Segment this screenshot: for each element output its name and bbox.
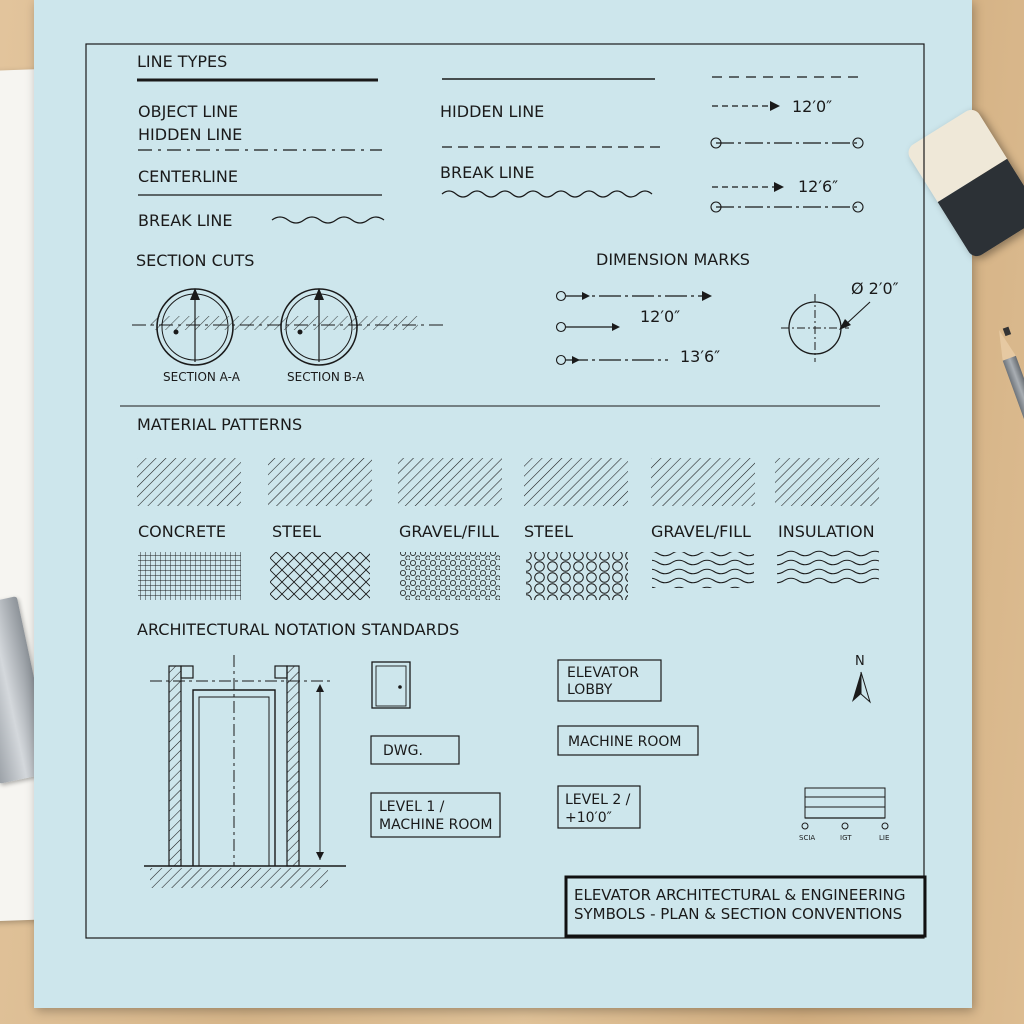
elevator-door-section [144,655,346,888]
tag-elevator-lobby-line2: LOBBY [567,682,613,698]
pattern-grid [138,552,241,600]
tag-elevator-lobby-line1: ELEVATOR [567,665,639,681]
label-break-line-mid: BREAK LINE [440,163,535,182]
label-material-insulation: INSULATION [778,522,875,541]
label-hidden-line-mid: HIDDEN LINE [440,102,545,121]
scale-label-1: SCIA [799,834,816,842]
label-hidden-line-left: HIDDEN LINE [138,125,243,144]
heading-notation: ARCHITECTURAL NOTATION STANDARDS [137,620,460,639]
dim-text-12-0-a: 12′0″ [792,97,833,116]
pattern-crosshatch [270,552,370,600]
dim-arrowhead-2 [774,182,784,192]
tag-level-2-line2: +10′0″ [565,810,612,826]
door-symbol [372,662,410,708]
title-line-1: ELEVATOR ARCHITECTURAL & ENGINEERING [574,886,906,904]
pattern-hatch-1 [137,458,241,506]
heading-material-patterns: MATERIAL PATTERNS [137,415,303,434]
title-line-2: SYMBOLS - PLAN & SECTION CONVENTIONS [574,905,903,923]
tag-level-1-line2: MACHINE ROOM [379,817,493,833]
pattern-waves-2 [777,548,879,584]
pattern-gravel [400,552,500,600]
pattern-hatch-3 [398,458,502,506]
dimension-arrow-1 [557,291,713,301]
dimension-arrow-3 [557,356,669,365]
pattern-circles [526,552,628,600]
pattern-hatch-2 [268,458,372,506]
label-break-line-left: BREAK LINE [138,211,233,230]
dim-text-12-6: 12′6″ [798,177,839,196]
heading-section-cuts: SECTION CUTS [136,251,255,270]
pattern-waves-1 [652,552,754,588]
tag-level-1-line1: LEVEL 1 / [379,799,445,815]
label-section-b: SECTION B-A [287,370,365,384]
heading-dimension-marks: DIMENSION MARKS [596,250,750,269]
dim-text-diameter: Ø 2′0″ [851,279,899,298]
section-cut-hatch-band [150,316,418,330]
label-material-gravel-2: GRAVEL/FILL [651,522,751,541]
label-object-line: OBJECT LINE [138,102,239,121]
sample-break-line-mid [442,191,652,197]
label-centerline: CENTERLINE [138,167,238,186]
tag-machine-room-text: MACHINE ROOM [568,734,682,750]
tag-dwg-text: DWG. [383,743,423,759]
dim-text-13-6: 13′6″ [680,347,721,366]
label-material-concrete: CONCRETE [138,522,227,541]
graphic-scale-icon [799,788,889,842]
north-arrow-icon [852,654,870,702]
pattern-hatch-6 [775,458,879,506]
sample-break-line-left [272,217,384,223]
dimension-arrow-2 [557,323,621,332]
label-section-a: SECTION A-A [163,370,240,384]
tag-level-2-line1: LEVEL 2 / [565,792,631,808]
scale-label-3: LIE [879,834,890,842]
diameter-symbol [781,294,870,362]
scale-label-2: IGT [840,834,852,842]
dim-arrowhead-1 [770,101,780,111]
label-material-steel-2: STEEL [524,522,574,541]
north-arrow-label: N [855,654,865,669]
label-material-gravel-1: GRAVEL/FILL [399,522,499,541]
pattern-hatch-4 [524,458,628,506]
label-material-steel-1: STEEL [272,522,322,541]
pattern-hatch-5 [651,458,755,506]
dim-text-12-0-b: 12′0″ [640,307,681,326]
heading-line-types: LINE TYPES [137,52,228,71]
